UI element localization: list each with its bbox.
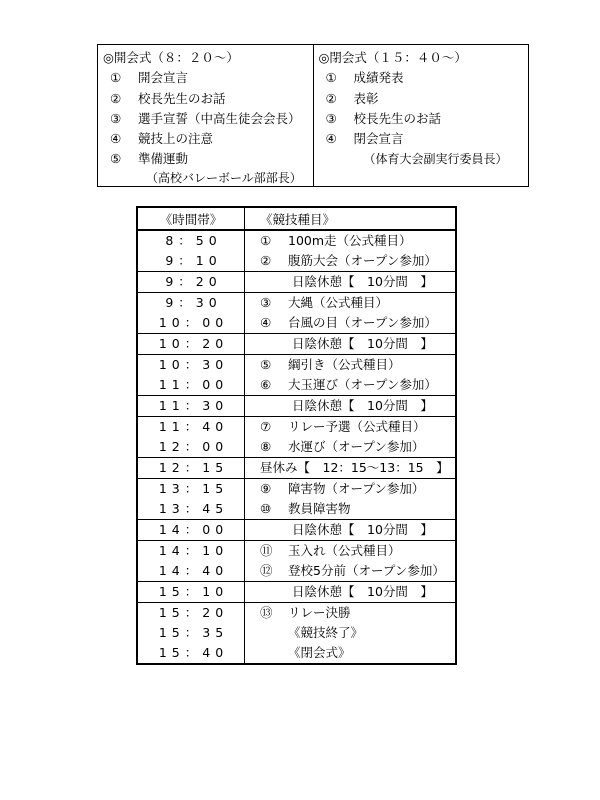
opening-item-text: 競技上の注意 [138, 131, 214, 146]
time-cell [137, 520, 245, 541]
closing-item-text: 校長先生のお話 [353, 111, 442, 126]
event-line [260, 499, 455, 519]
event-number: ⑫ [260, 563, 273, 578]
event-number: ⑤ [260, 357, 272, 372]
time-label: 11：40 [158, 419, 229, 434]
time-cell [137, 479, 245, 520]
event-label: 台風の目（オープン参加） [288, 315, 437, 330]
event-label: 綱引き（公式種目） [288, 357, 401, 372]
schedule-group [137, 355, 456, 396]
event-cell [245, 334, 457, 355]
event-line [260, 479, 455, 499]
event-line [260, 561, 455, 581]
schedule-group [137, 230, 456, 272]
time-cell [137, 293, 245, 334]
event-label: 100m走（公式種目） [288, 233, 412, 248]
time-label: 10：30 [158, 357, 229, 372]
opening-item-num: ② [110, 91, 122, 106]
event-cell [245, 293, 457, 334]
event-label: 腹筋大会（オープン参加） [288, 253, 437, 268]
time-label: 10：00 [158, 315, 229, 330]
time-label: 15：20 [158, 605, 229, 620]
closing-item-text: 閉会宣言 [353, 131, 404, 146]
closing-item-num: ④ [325, 131, 337, 146]
event-cell [245, 541, 457, 582]
time-label: 9：20 [165, 274, 222, 289]
event-number: ⑥ [260, 377, 272, 392]
event-cell [245, 355, 457, 396]
event-label: 水運び（オープン参加） [288, 439, 425, 454]
time-label: 15：35 [158, 625, 229, 640]
time-cell [137, 417, 245, 458]
event-line [260, 520, 455, 540]
time-cell [137, 396, 245, 417]
event-line [260, 437, 455, 457]
event-cell [245, 582, 457, 603]
event-line [260, 396, 455, 416]
schedule-table [136, 206, 457, 665]
opening-item-text: 開会宣言 [138, 70, 189, 85]
closing-item-text: 表彰 [353, 91, 379, 106]
event-line [260, 458, 455, 478]
opening-item-num: ① [110, 70, 122, 85]
time-label: 11：30 [158, 398, 229, 413]
ceremony-box [97, 44, 529, 187]
opening-heading: ◎開会式（８：２０～） [103, 50, 239, 65]
time-cell [137, 541, 245, 582]
event-line [260, 355, 455, 375]
time-label: 14：10 [158, 543, 229, 558]
header-event: 《競技種目》 [245, 207, 457, 230]
event-line [260, 251, 455, 271]
event-label: 玉入れ（公式種目） [288, 543, 401, 558]
event-line [260, 643, 455, 663]
event-cell [245, 458, 457, 479]
event-number: ① [260, 233, 272, 248]
event-cell [245, 396, 457, 417]
schedule-group [137, 520, 456, 541]
event-number: ⑩ [260, 501, 272, 516]
closing-ceremony [314, 45, 529, 186]
opening-item-text: 準備運動 [138, 151, 189, 166]
schedule-group [137, 541, 456, 582]
closing-item-text: 成績発表 [353, 70, 404, 85]
schedule-group [137, 272, 456, 293]
opening-note: （高校バレーボール部部長） [146, 171, 302, 185]
event-line [260, 334, 455, 354]
opening-item-num: ④ [110, 131, 122, 146]
event-cell [245, 603, 457, 665]
time-label: 11：00 [158, 377, 229, 392]
time-label: 14：40 [158, 563, 229, 578]
opening-ceremony [98, 45, 314, 186]
time-cell [137, 230, 245, 272]
event-label: 登校5分前（オープン参加） [288, 563, 445, 578]
event-label: 日陰休憩【 10分間 】 [292, 584, 433, 599]
event-line [260, 623, 455, 643]
time-label: 13：45 [158, 501, 229, 516]
time-label: 12：00 [158, 439, 229, 454]
event-line [260, 582, 455, 602]
schedule-group [137, 417, 456, 458]
event-label: 日陰休憩【 10分間 】 [292, 274, 433, 289]
header-time: 《時間帯》 [137, 207, 245, 230]
event-line [260, 541, 455, 561]
event-number: ⑦ [260, 419, 272, 434]
schedule-group [137, 396, 456, 417]
event-number: ④ [260, 315, 272, 330]
event-label: 教員障害物 [288, 501, 351, 516]
event-line [260, 375, 455, 395]
event-cell [245, 230, 457, 272]
event-line [260, 603, 455, 623]
opening-item-text: 校長先生のお話 [138, 91, 226, 106]
event-cell [245, 417, 457, 458]
event-number: ⑪ [260, 543, 273, 558]
event-number: ⑬ [260, 605, 273, 620]
schedule-group [137, 582, 456, 603]
event-label: 日陰休憩【 10分間 】 [292, 522, 433, 537]
event-number: ⑧ [260, 439, 272, 454]
event-number: ③ [260, 295, 272, 310]
time-label: 9：10 [165, 253, 222, 268]
time-cell [137, 334, 245, 355]
opening-item-num: ⑤ [110, 151, 122, 166]
opening-item-num: ③ [110, 111, 122, 126]
event-cell [245, 272, 457, 293]
event-line [260, 293, 455, 313]
event-line [260, 231, 455, 251]
closing-note: （体育大会副実行委員長） [363, 152, 508, 166]
event-label: 《閉会式》 [288, 645, 351, 660]
event-number: ⑨ [260, 481, 272, 496]
time-label: 13：15 [158, 481, 229, 496]
schedule-group [137, 479, 456, 520]
schedule-header-row [137, 207, 456, 230]
time-label: 8：50 [165, 233, 222, 248]
closing-item-num: ③ [325, 111, 337, 126]
time-cell [137, 458, 245, 479]
time-label: 9：30 [165, 295, 222, 310]
event-label: 大縄（公式種目） [288, 295, 389, 310]
closing-heading: ◎閉会式（１５：４０～） [318, 50, 467, 65]
event-label: 大玉運び（オープン参加） [288, 377, 437, 392]
event-line [260, 417, 455, 437]
closing-item-num: ① [325, 70, 337, 85]
schedule-group [137, 603, 456, 665]
time-label: 14：00 [158, 522, 229, 537]
closing-item-num: ② [325, 91, 337, 106]
time-label: 10：20 [158, 336, 229, 351]
event-label: 《競技終了》 [288, 625, 364, 640]
opening-item-text: 選手宣誓（中高生徒会会長） [138, 111, 301, 126]
event-label: 日陰休憩【 10分間 】 [292, 336, 433, 351]
event-label: リレー決勝 [288, 605, 351, 620]
event-cell [245, 479, 457, 520]
event-label: リレー予選（公式種目） [288, 419, 426, 434]
event-line [260, 313, 455, 333]
event-number: ② [260, 253, 272, 268]
time-cell [137, 272, 245, 293]
time-label: 12：15 [158, 460, 229, 475]
event-line [260, 272, 455, 292]
event-label: 昼休み【 12：15～13：15 】 [260, 460, 449, 475]
time-label: 15：10 [158, 584, 229, 599]
event-label: 障害物（オープン参加） [288, 481, 425, 496]
time-label: 15：40 [158, 645, 229, 660]
schedule-group [137, 458, 456, 479]
time-cell [137, 603, 245, 665]
event-cell [245, 520, 457, 541]
time-cell [137, 355, 245, 396]
event-label: 日陰休憩【 10分間 】 [292, 398, 433, 413]
time-cell [137, 582, 245, 603]
schedule-group [137, 334, 456, 355]
schedule-group [137, 293, 456, 334]
